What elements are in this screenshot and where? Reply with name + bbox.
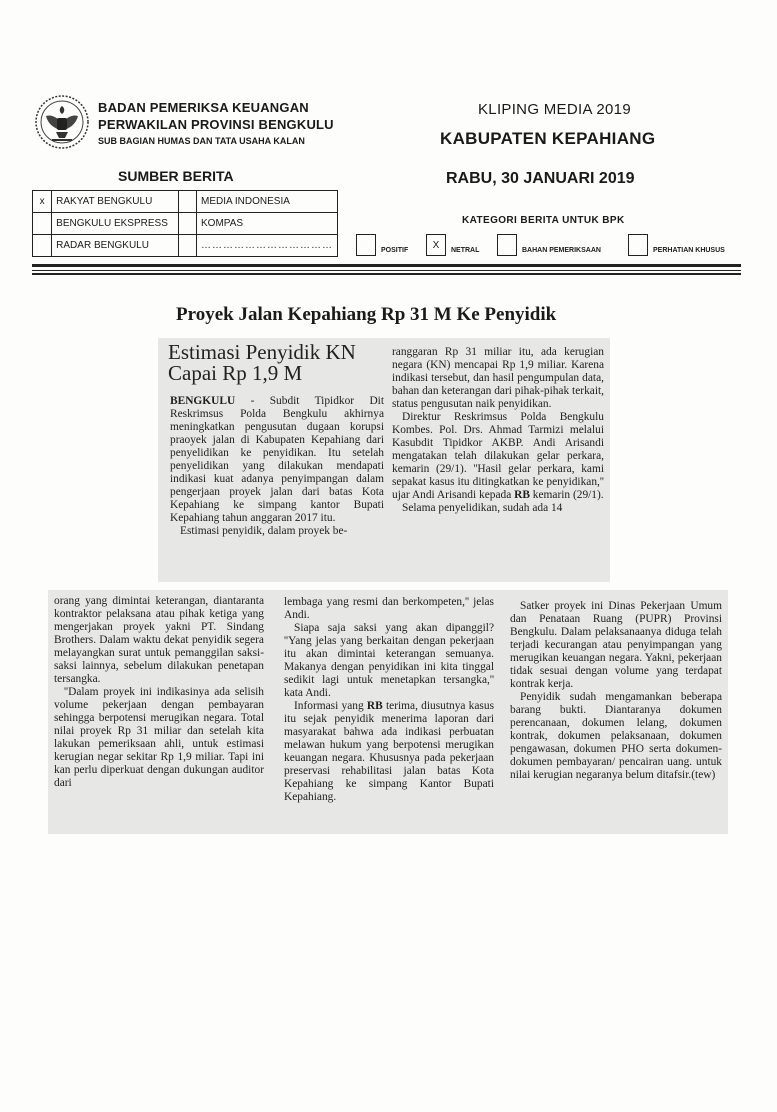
source-name: KOMPAS: [197, 213, 338, 235]
header-divider: [32, 270, 741, 271]
kategori-checkbox[interactable]: [628, 234, 648, 256]
publication-date: RABU, 30 JANUARI 2019: [446, 170, 635, 187]
article-paragraph: Siapa saja saksi yang akan dipanggil? ''Yang jelas yang berkaitan dengan pekerjaan itu akan dimintai keterangan semuanya. Makanya dengan penyidikan ini kita tinggal sedikit lagi untuk menetapkan tersangka,'' kata Andi.: [284, 622, 494, 699]
header-divider: [32, 273, 741, 275]
kategori-label: BAHAN PEMERIKSAAN: [522, 247, 601, 254]
rb-mention: RB: [514, 489, 530, 501]
article-paragraph: Selama penyelidikan, sudah ada 14: [402, 502, 563, 514]
article-paragraph: Estimasi penyidik, dalam proyek be-: [180, 525, 348, 537]
source-checkbox[interactable]: [178, 191, 196, 213]
source-checkbox[interactable]: [178, 235, 196, 257]
org-unit: SUB BAGIAN HUMAS DAN TATA USAHA KALAN: [98, 136, 305, 146]
organization-block: [98, 99, 334, 149]
article-paragraph: Informasi yang RB terima, diusutnya kasus itu sejak penyidik menerima laporan dari masyarakat bahwa ada indikasi perbuatan melawan hukum yang berpotensi merugikan keuangan negara. Khususnya pada pekerjaan preservasi rehabilitasi jalan batas Kota Kepahiang ke simpang Kantor Bupati Kepahiang.: [284, 700, 494, 803]
article-column-2: [392, 346, 604, 515]
source-name: MEDIA INDONESIA: [197, 191, 338, 213]
kategori-label: PERHATIAN KHUSUS: [653, 247, 725, 254]
article-paragraph: ''Dalam proyek ini indikasinya ada selisih volume pekerjaan dengan pembayaran sehingga berpotensi merugikan negara. Total nilai proyek Rp 31 miliar dan setelah kita lakukan pemeriksaan ahli, untuk estimasi kerugian negar sekitar Rp 1,9 miliar. Tapi ini kan perlu diperkuat dengan dukungan auditor dari: [54, 686, 264, 789]
sumber-berita-table: [32, 190, 338, 257]
article-headline: Proyek Jalan Kepahiang Rp 31 M Ke Penyidik: [176, 304, 557, 325]
kategori-perhatian-khusus: [628, 234, 725, 256]
article-paragraph: Penyidik sudah mengamankan beberapa barang bukti. Diantaranya dokumen perencanaan, dokumen lelang, dokumen kontrak, dokumen pelaksanaan, dokumen pengawasan, dokumen PHO serta dokumen-dokumen pembayaran/ pencairan uang. untuk nilai kerugian negaranya belum ditafsir.(tew): [510, 691, 722, 781]
source-row: [33, 213, 338, 235]
source-row: [33, 235, 338, 257]
kabupaten-title: KABUPATEN KEPAHIANG: [440, 129, 656, 148]
source-checkbox[interactable]: [33, 213, 52, 235]
source-name: BENGKULU EKSPRESS: [52, 213, 179, 235]
article-paragraph: Satker proyek ini Dinas Pekerjaan Umum dan Penataan Ruang (PUPR) Provinsi Bengkulu. Dalam pelaksanaanya diduga telah terjadi kecurangan atau penyimpangan yang merugikan keuangan negara. Yakni, pekerjaan tidak sesuai dengan volume yang terdapat kontrak kerja.: [510, 600, 722, 690]
article-column-3: [54, 595, 264, 790]
source-name-blank: ………………………………: [197, 235, 338, 257]
kategori-checkbox[interactable]: X: [426, 234, 446, 256]
kategori-checkbox[interactable]: [497, 234, 517, 256]
org-name: BADAN PEMERIKSA KEUANGAN: [98, 100, 309, 115]
article-paragraph: BENGKULU - Subdit Tipidkor Dit Reskrimsus Polda Bengkulu akhirnya meningkatkan pengusutan dugaan korupsi praoyek jalan di Kabupaten Kepahiang dari penyelidikan ke penyidikan. Itu setelah penyelidikan yang dilakukan mendapati indikasi kuat adanya penyimpangan dalam pengerjaan proyek jalan dari batas Kota Kepahiang ke simpang kantor Bupati Kepahiang tahun anggaran 2017 itu.: [170, 395, 384, 524]
article-paragraph: Direktur Reskrimsus Polda Bengkulu Kombes. Pol. Drs. Ahmad Tarmizi melalui Kasubdit Tipidkor AKBP. Andi Arisandi mengatakan telah dilakukan gelar perkara, kemarin (29/1). ''Hasil gelar perkara, kami sepakat kasus itu ditingkatkan ke penyidikan,'' ujar Andi Arisandi kepada RB kemarin (29/1).: [392, 411, 604, 501]
article-column-1: [170, 395, 384, 538]
kategori-netral: [426, 234, 479, 256]
dateline: BENGKULU: [170, 395, 236, 407]
org-branch: PERWAKILAN PROVINSI BENGKULU: [98, 117, 334, 132]
kategori-positif: [356, 234, 408, 256]
kategori-label: NETRAL: [451, 247, 480, 254]
article-sub-headline: Estimasi Penyidik KN Capai Rp 1,9 M: [168, 340, 356, 385]
source-row: [33, 191, 338, 213]
bpk-garuda-logo: [34, 94, 90, 150]
header-divider: [32, 264, 741, 267]
kategori-bahan-pemeriksaan: [497, 234, 601, 256]
article-paragraph: ranggaran Rp 31 miliar itu, ada kerugian negara (KN) mencapai Rp 1,9 miliar. Karena indikasi tersebut, dan hasil pengumpulan data, bahan dan keterangan dari pihak-pihak terkait, status pengusutan naik penyidikan.: [392, 346, 604, 410]
kategori-label: POSITIF: [381, 247, 409, 254]
source-checkbox[interactable]: x: [33, 191, 52, 213]
article-paragraph: lembaga yang resmi dan berkompeten,'' jelas Andi.: [284, 596, 494, 621]
source-name: RADAR BENGKULU: [52, 235, 179, 257]
article-column-5: [510, 600, 722, 782]
source-checkbox[interactable]: [178, 213, 196, 235]
source-checkbox[interactable]: [33, 235, 52, 257]
source-name: RAKYAT BENGKULU: [52, 191, 179, 213]
article-paragraph: orang yang dimintai keterangan, diantaranta kontraktor pelaksana atau pihak ketiga yang mengerjakan proyek yakni PT. Sindang Brothers. Dalam waktu dekat penyidik segera melayangkan surat untuk pemanggilan saksi-saksi lainnya, sebelum dilakukan penetapan tersangka.: [54, 595, 264, 685]
rb-mention: RB: [366, 700, 383, 712]
kategori-title: KATEGORI BERITA UNTUK BPK: [462, 215, 625, 226]
article-column-4: [284, 596, 494, 804]
sumber-berita-title: SUMBER BERITA: [118, 168, 234, 184]
kategori-checkbox[interactable]: [356, 234, 376, 256]
kliping-label: KLIPING MEDIA 2019: [478, 101, 631, 118]
